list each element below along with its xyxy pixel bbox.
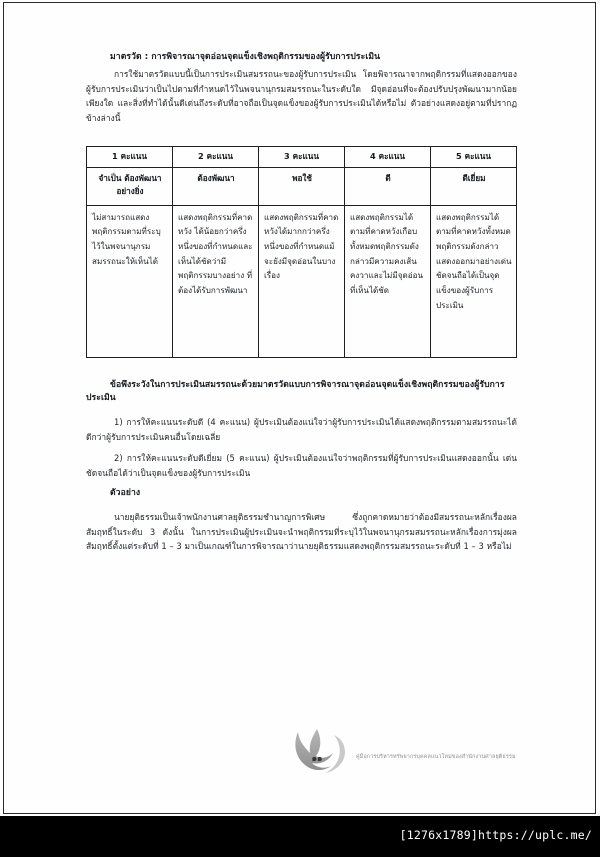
caution-item-2: 2) การให้คะแนนระดับดีเยี่ยม (5 คะแนน) ผู้ประเมินต้องแน่ใจว่าพฤติกรรมที่ผู้รับการประเมินแสดงออกนั้น เด่นชัดจนถือได้ว่าเป็นจุดแข็งของผู้รับการประเมิน — [86, 453, 517, 478]
section-heading: มาตรวัด : การพิจารณาจุดอ่อนจุดแข็งเชิงพฤติกรรมของผู้รับการประเมิน — [110, 52, 381, 62]
description-1: ไม่สามารถแสดงพฤติกรรมตามที่ระบุไว้ในพจนานุกรมสมรรถนะให้เห็นได้ — [87, 205, 173, 357]
description-3: แสดงพฤติกรรมที่คาดหวังได้มากกว่าครึ่งหนึ่งของที่กำหนดแม้จะยังมีจุดอ่อนในบางเรื่อง — [259, 205, 345, 357]
footer-text: คู่มือการบริหารทรัพยากรบุคคลแนวใหม่ของสำนักงานศาลยุติธรรม — [356, 754, 516, 760]
document-page — [3, 2, 596, 814]
example-heading: ตัวอย่าง — [110, 488, 141, 499]
cautions-heading: ข้อพึงระวังในการประเมินสมรรถนะด้วยมาตรวัดแบบการพิจารณาจุดอ่อนจุดแข็งเชิงพฤติกรรมของผู้รับการประเมิน — [86, 379, 505, 403]
page-number: ๑๑ — [311, 753, 323, 764]
rubric-table-head — [87, 147, 517, 167]
table-row-descriptions — [87, 205, 517, 357]
score-header-4: 4 คะแนน — [345, 147, 431, 167]
level-name-2: ต้องพัฒนา — [173, 167, 259, 205]
watermark-text: [1276x1789]https://uplc.me/ — [399, 828, 592, 842]
level-name-5: ดีเยี่ยม — [431, 167, 517, 205]
caution-item-1: 1) การให้คะแนนระดับดี (4 คะแนน) ผู้ประเมินต้องแน่ใจว่าผู้รับการประเมินได้แสดงพฤติกรรมตามสมรรถนะได้ดีกว่าผู้รับการประเมินคนอื่นโดยเฉลี่ย — [86, 417, 517, 442]
description-5: แสดงพฤติกรรมได้ตามที่คาดหวังทั้งหมดพฤติกรรมดังกล่าวแสดงออกมาอย่างเด่นชัดจนถือได้เป็นจุดแข็งของผู้รับการประเมิน — [431, 205, 517, 357]
watermark-bar — [0, 816, 600, 857]
level-name-3: พอใช้ — [259, 167, 345, 205]
spacer — [86, 408, 517, 415]
example-paragraph: นายยุติธรรมเป็นเจ้าพนักงานศาลยุติธรรมชำนาญการพิเศษ ซึ่งถูกคาดหมายว่าต้องมีสมรรถนะหลักเรื่องผลสัมฤทธิ์ในระดับ 3 ดังนั้น ในการประเมินผู้ประเมินจะนำพฤติกรรมที่ระบุไว้ในพจนานุกรมสมรรถนะหลักเรื่องการมุ่งผลสัมฤทธิ์ตั้งแต่ระดับที่ 1 – 3 มาเป็นเกณฑ์ในการพิจารณาว่านายยุติธรรมแสดงพฤติกรรมสมรรถนะระดับที่ 1 – 3 หรือไม่ — [86, 512, 517, 552]
description-4: แสดงพฤติกรรมได้ตามที่คาดหวังเกือบทั้งหมดพฤติกรรมดังกล่าวมีความคงเส้นคงวาและไม่มีจุดอ่อนที่เห็นได้ชัด — [345, 205, 431, 357]
page-footer — [4, 727, 595, 787]
rubric-table-body — [87, 167, 517, 357]
score-header-1: 1 คะแนน — [87, 147, 173, 167]
score-header-5: 5 คะแนน — [431, 147, 517, 167]
score-header-2: 2 คะแนน — [173, 147, 259, 167]
score-header-3: 3 คะแนน — [259, 147, 345, 167]
level-name-1: จำเป็น ต้องพัฒนาอย่างยิ่ง — [87, 167, 173, 205]
description-2: แสดงพฤติกรรมที่คาดหวัง ได้น้อยกว่าครึ่งหนึ่งของที่กำหนดและเห็นได้ชัดว่ามีพฤติกรรมบางอย่าง ที่ต้องได้รับการพัฒนา — [173, 205, 259, 357]
table-row-score-headers — [87, 147, 517, 167]
spacer — [86, 444, 517, 451]
page-content — [4, 3, 595, 813]
table-row-level-names — [87, 167, 517, 205]
spacer — [86, 480, 517, 487]
intro-paragraph: การใช้มาตรวัดแบบนี้เป็นการประเมินสมรรถนะของผู้รับการประเมิน โดยพิจารณาจากพฤติกรรมที่แสดงออกของผู้รับการประเมินว่าเป็นไปตามที่กำหนดไว้ในพจนานุกรมสมรรถนะในระดับใด มีจุดอ่อนที่จะต้องปรับปรุงพัฒนามากน้อยเพียงใด และสิ่งที่ทำได้นั้นดีเด่นถึงระดับที่อาจถือเป็นจุดแข็งของผู้รับการประเมินได้หรือไม่ ตัวอย่างแสดงอยู่ตามที่ปรากฏข้างล่างนี้ — [86, 69, 517, 123]
rubric-table — [86, 146, 517, 357]
spacer — [86, 503, 517, 510]
level-name-4: ดี — [345, 167, 431, 205]
spacer — [86, 358, 517, 379]
spacer — [86, 125, 517, 146]
